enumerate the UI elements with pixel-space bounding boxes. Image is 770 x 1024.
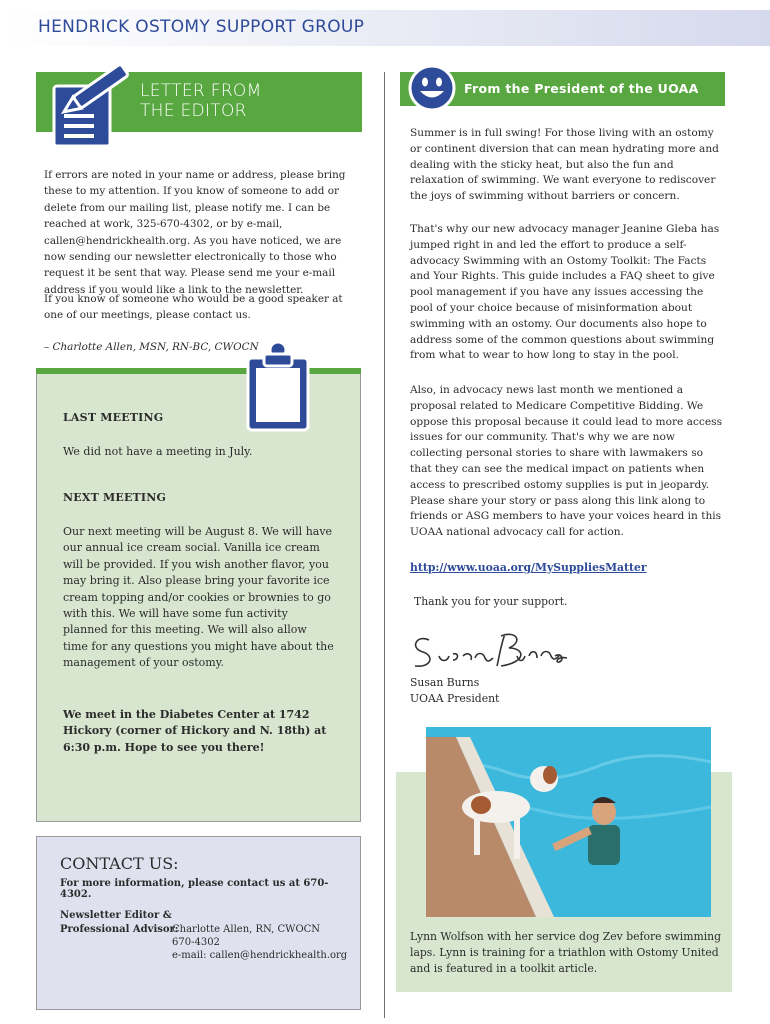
contact-phone: 670-4302 <box>172 937 220 948</box>
page-title: HENDRICK OSTOMY SUPPORT GROUP <box>38 17 365 37</box>
contact-email[interactable]: e-mail: callen@hendrickhealth.org <box>172 950 348 961</box>
editor-paragraph: If errors are noted in your name or address, please bring these to my attention. If you know of someone to add or delete from our mailing list, please notify me. I can be reached at work, 325-670-4302, or by e-mail, callen@hendrickhealth.org. As you have noticed, we are now sending our newsletter electronically to those who request it be sent that way. Please send me your e-mail address if you would like a link to the newsletter. <box>44 169 346 296</box>
president-paragraph: Also, in advocacy news last month we mentioned a proposal related to Medicare Competitive Bidding. We oppose this proposal because it could lead to more access issues for our community. That's why we are now collecting personal stories to share with lawmakers so that they can see the medical impact on patients when access to prescribed ostomy supplies is put in jeopardy. Please share your story or pass along this link along to friends or ASG members to have your voices heard in this UOAA national advocacy call for action. <box>410 384 723 539</box>
president-role: UOAA President <box>410 692 500 705</box>
president-name: Susan Burns <box>410 676 480 689</box>
column-divider <box>384 72 385 1018</box>
editor-signoff: – Charlotte Allen, MSN, RN-BC, CWOCN <box>44 341 259 353</box>
last-meeting-heading: LAST MEETING <box>63 411 164 424</box>
pool-photo <box>426 727 711 917</box>
contact-role <box>60 909 179 937</box>
photo-caption: Lynn Wolfson with her service dog Zev before swimming laps. Lynn is training for a triathlon with Ostomy United and is featured in a toolkit article. <box>410 930 722 975</box>
president-paragraph: Summer is in full swing! For those living with an ostomy or continent diversion that can mean hydrating more and dealing with the sticky heat, but also the fun and relaxation of swimming. We want everyone to rediscover the joys of swimming without barriers or concern. <box>410 127 719 203</box>
meeting-location: We meet in the Diabetes Center at 1742 Hickory (corner of Hickory and N. 18th) at 6:30 p.m. Hope to see you there! <box>63 708 327 754</box>
contact-role-line2: Professional Advisor: <box>60 924 179 935</box>
next-meeting-heading: NEXT MEETING <box>63 491 167 504</box>
editor-paragraph: If you know of someone who would be a good speaker at one of our meetings, please contact us. <box>44 293 343 322</box>
next-meeting-text: Our next meeting will be August 8. We will have our annual ice cream social. Vanilla ice cream will be provided. If you wish another flavor, you may bring it. Also please bring your favorite ice cream topping and/or cookies or brownies to go with this. We will have some fun activity planned for this meeting. We will also allow time for any questions you might have about the management of your ostomy. <box>63 525 334 670</box>
last-meeting-text: We did not have a meeting in July. <box>63 445 253 458</box>
supplies-matter-link[interactable]: http://www.uoaa.org/MySuppliesMatter <box>410 561 647 574</box>
president-thanks: Thank you for your support. <box>414 595 568 608</box>
contact-intro: For more information, please contact us at 670-4302. <box>60 878 329 900</box>
president-name-block <box>410 675 499 707</box>
contact-details <box>172 923 347 962</box>
contact-name: Charlotte Allen, RN, CWOCN <box>172 924 321 935</box>
smiley-icon <box>406 62 458 114</box>
president-title: From the President of the UOAA <box>464 81 699 96</box>
pen-paper-icon <box>44 62 136 148</box>
signature-image <box>405 626 575 674</box>
contact-title: CONTACT US: <box>60 854 179 873</box>
clipboard-icon <box>242 338 314 434</box>
editor-title <box>140 81 262 121</box>
editor-title-line2: THE EDITOR <box>140 101 247 121</box>
editor-title-line1: LETTER FROM <box>140 81 262 101</box>
president-paragraph: That's why our new advocacy manager Jeanine Gleba has jumped right in and led the effort to produce a self-advocacy Swimming with an Ostomy Toolkit: The Facts and Your Rights. This guide includes a FAQ sheet to give pool management if you have any issues accessing the pool of your choice because of misinformation about swimming with an ostomy. Our documents also hope to address some of the common questions about swimming from what to wear to how long to stay in the pool. <box>410 223 720 362</box>
contact-role-line1: Newsletter Editor & <box>60 910 172 921</box>
